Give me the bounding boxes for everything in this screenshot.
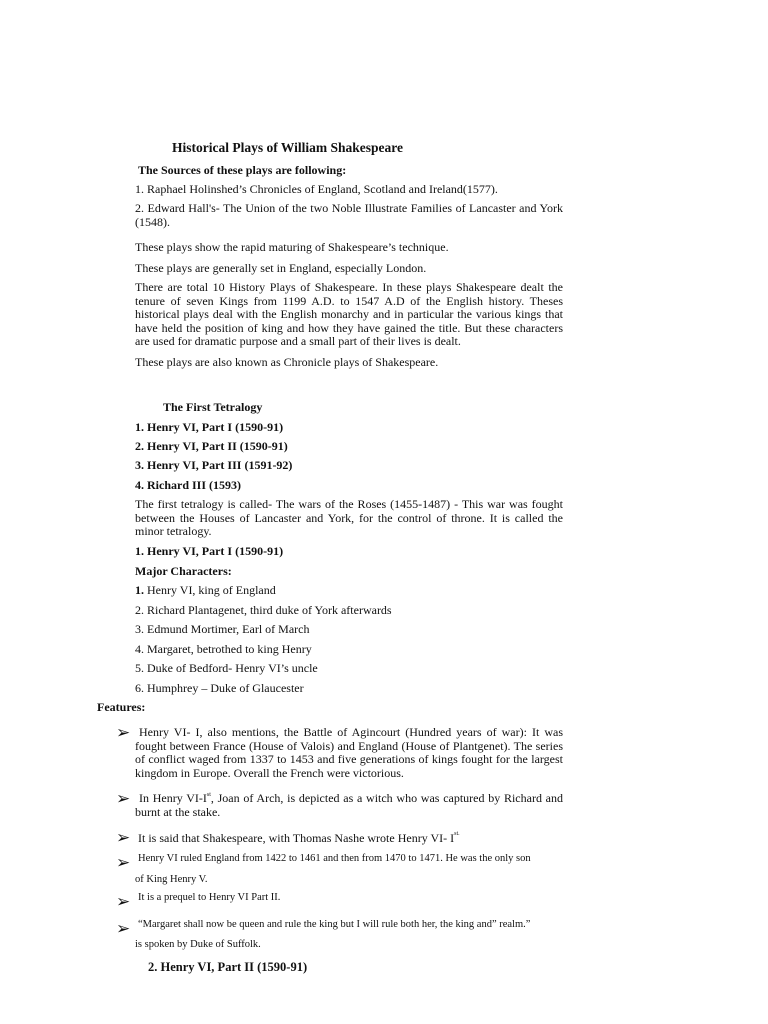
paragraph-setting: These plays are generally set in England, especially London. — [135, 261, 427, 275]
superscript: st — [206, 792, 211, 798]
sources-heading: The Sources of these plays are following: — [138, 163, 347, 177]
feature-text: In Henry VI-I — [139, 791, 207, 805]
feature-reign-line-2: of King Henry V. — [135, 874, 208, 885]
character-number: 1. — [135, 583, 144, 597]
feature-nashe — [138, 831, 460, 845]
paragraph-wars-of-roses: The first tetralogy is called- The wars of the Roses (1455-1487) - This war was fought between the Houses of Lancaster and York, for the control of throne. It is called the minor tetralogy. — [135, 497, 563, 539]
character-item: 2. Richard Plantagenet, third duke of York afterwards — [135, 603, 392, 617]
character-item: 6. Humphrey – Duke of Glaucester — [135, 681, 304, 695]
source-1: 1. Raphael Holinshed’s Chronicles of England, Scotland and Ireland(1577). — [135, 182, 498, 196]
feature-prequel: It is a prequel to Henry VI Part II. — [138, 892, 281, 903]
arrow-bullet-icon: ➢ — [116, 789, 131, 809]
feature-quote-line-2: is spoken by Duke of Suffolk. — [135, 939, 261, 950]
play-list-item: 3. Henry VI, Part III (1591-92) — [135, 458, 293, 472]
feature-text: , Joan of Arch, is depicted as a witch who was captured by Richard and burnt at the stake. — [135, 791, 564, 819]
arrow-bullet-icon: ➢ — [116, 892, 131, 912]
character-item — [135, 583, 276, 597]
character-name: Henry VI, king of England — [144, 583, 276, 597]
feature-text: It is said that Shakespeare, with Thomas Nashe wrote Henry VI- I — [138, 831, 455, 845]
arrow-bullet-icon: ➢ — [116, 919, 131, 939]
superscript: st. — [454, 831, 460, 837]
feature-quote-line-1: “Margaret shall now be queen and rule the king but I will rule both her, the king and” realm.” — [138, 919, 531, 930]
features-heading: Features: — [97, 700, 146, 714]
play-list-item: 2. Henry VI, Part II (1590-91) — [135, 439, 288, 453]
major-characters-heading: Major Characters: — [135, 564, 232, 578]
character-item: 3. Edmund Mortimer, Earl of March — [135, 622, 310, 636]
character-item: 5. Duke of Bedford- Henry VI’s uncle — [135, 661, 318, 675]
paragraph-technique: These plays show the rapid maturing of Shakespeare’s technique. — [135, 240, 449, 254]
paragraph-chronicle: These plays are also known as Chronicle plays of Shakespeare. — [135, 355, 439, 369]
play-list-item: 1. Henry VI, Part I (1590-91) — [135, 420, 284, 434]
feature-reign-line-1: Henry VI ruled England from 1422 to 1461 and then from 1470 to 1471. He was the only son — [138, 853, 531, 864]
character-item: 4. Margaret, betrothed to king Henry — [135, 642, 312, 656]
subheading-henry-vi-part-1: 1. Henry VI, Part I (1590-91) — [135, 544, 284, 558]
paragraph-history-plays: There are total 10 History Plays of Shakespeare. In these plays Shakespeare dealt the tenure of seven Kings from 1199 A.D. to 1547 A.D of the English history. Theses historical plays deal with the English monarchy and in particular the various kings that have held the position of king and how they have gained the title. But these characters are used for dramatic purpose and a small part of their lives is dealt. — [135, 280, 563, 349]
page-title: Historical Plays of William Shakespeare — [172, 140, 404, 155]
arrow-bullet-icon: ➢ — [116, 723, 131, 743]
feature-joan-of-arc — [135, 792, 563, 819]
feature-agincourt: Henry VI- I, also mentions, the Battle of Agincourt (Hundred years of war): It was fought between France (House of Valois) and England (House of Plantgenet). The series of conflict waged from 1337 to 1453 and five generations of kings fought for the largest kingdom in Europe. Overall the French were victorious. — [135, 725, 563, 780]
arrow-bullet-icon: ➢ — [116, 828, 131, 848]
source-2: 2. Edward Hall's- The Union of the two Noble Illustrate Families of Lancaster and York (1548). — [135, 201, 563, 229]
play-list-item: 4. Richard III (1593) — [135, 478, 242, 492]
arrow-bullet-icon: ➢ — [116, 853, 131, 873]
subheading-henry-vi-part-2: 2. Henry VI, Part II (1590-91) — [148, 960, 308, 974]
tetralogy-heading: The First Tetralogy — [163, 400, 263, 414]
